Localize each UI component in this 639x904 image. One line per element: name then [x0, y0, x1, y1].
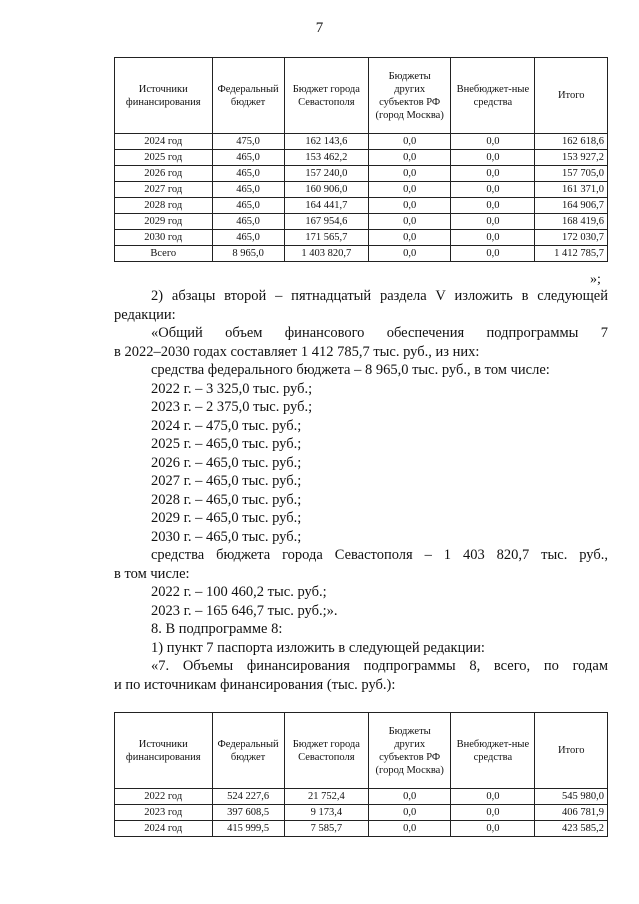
- row-label: 2030 год: [115, 230, 213, 246]
- header-total: Итого: [535, 713, 608, 789]
- extrabudgetary-cell: 0,0: [451, 214, 535, 230]
- paragraph: 8. В подпрограмме 8:: [151, 621, 283, 637]
- other-regions-cell: 0,0: [369, 182, 451, 198]
- federal-cell: 8 965,0: [212, 246, 284, 262]
- total-cell: 545 980,0: [535, 789, 608, 805]
- paragraph: 2024 г. – 475,0 тыс. руб.;: [151, 417, 302, 434]
- other-regions-cell: 0,0: [369, 214, 451, 230]
- total-cell: 406 781,9: [535, 805, 608, 821]
- total-cell: 164 906,7: [535, 198, 608, 214]
- paragraph: редакции:: [114, 306, 176, 323]
- paragraph: 2029 г. – 465,0 тыс. руб.;: [151, 510, 302, 526]
- row-label: 2024 год: [115, 821, 213, 837]
- sevastopol-cell: 1 403 820,7: [284, 246, 368, 262]
- row-label: 2024 год: [115, 134, 213, 150]
- table1-closing-quote: »;: [590, 272, 601, 287]
- extrabudgetary-cell: 0,0: [451, 805, 535, 821]
- header-sevastopol: Бюджет города Севастополя: [284, 713, 368, 789]
- table-row: [115, 805, 608, 821]
- paragraph: 2028 г. – 465,0 тыс. руб.;: [151, 491, 302, 508]
- table1-body: [115, 134, 608, 262]
- table-row: [115, 134, 608, 150]
- table-row: [115, 246, 608, 262]
- other-regions-cell: 0,0: [369, 805, 451, 821]
- total-cell: 172 030,7: [535, 230, 608, 246]
- header-extrabudgetary: Внебюджет-ные средства: [451, 58, 535, 134]
- table-row: [115, 789, 608, 805]
- header-federal: Федеральный бюджет: [212, 713, 284, 789]
- extrabudgetary-cell: 0,0: [451, 821, 535, 837]
- total-cell: 161 371,0: [535, 182, 608, 198]
- paragraph: 1) пункт 7 паспорта изложить в следующей редакции:: [151, 639, 485, 656]
- paragraph: «7. Объемы финансирования подпрограммы 8, всего, по годам: [151, 658, 608, 674]
- federal-cell: 524 227,6: [212, 789, 284, 805]
- other-regions-cell: 0,0: [369, 134, 451, 150]
- other-regions-cell: 0,0: [369, 230, 451, 246]
- federal-cell: 465,0: [212, 150, 284, 166]
- header-extrabudgetary: Внебюджет-ные средства: [451, 713, 535, 789]
- header-federal: Федеральный бюджет: [212, 58, 284, 134]
- federal-cell: 465,0: [212, 198, 284, 214]
- total-cell: 162 618,6: [535, 134, 608, 150]
- table-row: [115, 166, 608, 182]
- paragraph: средства федерального бюджета – 8 965,0 тыс. руб., в том числе:: [151, 362, 550, 378]
- paragraph: и по источникам финансирования (тыс. руб.):: [114, 676, 396, 693]
- total-cell: 153 927,2: [535, 150, 608, 166]
- paragraph: 2026 г. – 465,0 тыс. руб.;: [151, 454, 302, 471]
- row-label: 2029 год: [115, 214, 213, 230]
- sevastopol-cell: 160 906,0: [284, 182, 368, 198]
- total-cell: 1 412 785,7: [535, 246, 608, 262]
- table-row: [115, 214, 608, 230]
- sevastopol-cell: 167 954,6: [284, 214, 368, 230]
- header-sevastopol: Бюджет города Севастополя: [284, 58, 368, 134]
- total-cell: 168 419,6: [535, 214, 608, 230]
- table-row: [115, 150, 608, 166]
- federal-cell: 465,0: [212, 214, 284, 230]
- row-label: 2025 год: [115, 150, 213, 166]
- header-other-regions: Бюджеты других субъектов РФ (город Москва): [369, 713, 451, 789]
- sevastopol-cell: 157 240,0: [284, 166, 368, 182]
- federal-cell: 397 608,5: [212, 805, 284, 821]
- federal-cell: 465,0: [212, 230, 284, 246]
- paragraph: 2030 г. – 465,0 тыс. руб.;: [151, 528, 302, 545]
- row-label: 2022 год: [115, 789, 213, 805]
- amendment-text: [114, 287, 608, 694]
- header-sources: Источники финансирования: [115, 713, 213, 789]
- table-row: [115, 230, 608, 246]
- total-cell: 157 705,0: [535, 166, 608, 182]
- sevastopol-cell: 21 752,4: [284, 789, 368, 805]
- federal-cell: 465,0: [212, 182, 284, 198]
- federal-cell: 465,0: [212, 166, 284, 182]
- page-number: 7: [315, 20, 324, 36]
- extrabudgetary-cell: 0,0: [451, 230, 535, 246]
- sevastopol-cell: 7 585,7: [284, 821, 368, 837]
- paragraph: 2025 г. – 465,0 тыс. руб.;: [151, 436, 302, 452]
- paragraph: 2023 г. – 2 375,0 тыс. руб.;: [151, 399, 313, 415]
- row-label: 2027 год: [115, 182, 213, 198]
- header-total: Итого: [535, 58, 608, 134]
- extrabudgetary-cell: 0,0: [451, 246, 535, 262]
- other-regions-cell: 0,0: [369, 246, 451, 262]
- table-row: [115, 821, 608, 837]
- table2-body: [115, 789, 608, 837]
- extrabudgetary-cell: 0,0: [451, 150, 535, 166]
- total-cell: 423 585,2: [535, 821, 608, 837]
- other-regions-cell: 0,0: [369, 150, 451, 166]
- other-regions-cell: 0,0: [369, 198, 451, 214]
- financing-table-subprogram-8: [114, 712, 608, 837]
- paragraph: «Общий объем финансового обеспечения подпрограммы 7: [151, 325, 608, 341]
- other-regions-cell: 0,0: [369, 789, 451, 805]
- table-row: [115, 198, 608, 214]
- paragraph: в 2022–2030 годах составляет 1 412 785,7 тыс. руб., из них:: [114, 343, 480, 360]
- paragraph: 2022 г. – 100 460,2 тыс. руб.;: [151, 584, 327, 600]
- header-sources: Источники финансирования: [115, 58, 213, 134]
- paragraph: средства бюджета города Севастополя – 1 403 820,7 тыс. руб.,: [151, 547, 608, 563]
- paragraph: в том числе:: [114, 565, 190, 582]
- extrabudgetary-cell: 0,0: [451, 198, 535, 214]
- other-regions-cell: 0,0: [369, 821, 451, 837]
- paragraph: 2) абзацы второй – пятнадцатый раздела V изложить в следующей: [151, 288, 608, 304]
- table-row: [115, 182, 608, 198]
- federal-cell: 415 999,5: [212, 821, 284, 837]
- paragraph: 2027 г. – 465,0 тыс. руб.;: [151, 473, 302, 489]
- row-label: 2028 год: [115, 198, 213, 214]
- row-label: 2023 год: [115, 805, 213, 821]
- sevastopol-cell: 153 462,2: [284, 150, 368, 166]
- paragraph: 2022 г. – 3 325,0 тыс. руб.;: [151, 380, 313, 397]
- sevastopol-cell: 9 173,4: [284, 805, 368, 821]
- extrabudgetary-cell: 0,0: [451, 182, 535, 198]
- federal-cell: 475,0: [212, 134, 284, 150]
- other-regions-cell: 0,0: [369, 166, 451, 182]
- financing-table-subprogram-7: [114, 57, 608, 262]
- sevastopol-cell: 164 441,7: [284, 198, 368, 214]
- row-label: Всего: [115, 246, 213, 262]
- paragraph: 2023 г. – 165 646,7 тыс. руб.;».: [151, 602, 338, 619]
- header-other-regions: Бюджеты других субъектов РФ (город Москва): [369, 58, 451, 134]
- extrabudgetary-cell: 0,0: [451, 134, 535, 150]
- sevastopol-cell: 171 565,7: [284, 230, 368, 246]
- extrabudgetary-cell: 0,0: [451, 166, 535, 182]
- sevastopol-cell: 162 143,6: [284, 134, 368, 150]
- row-label: 2026 год: [115, 166, 213, 182]
- extrabudgetary-cell: 0,0: [451, 789, 535, 805]
